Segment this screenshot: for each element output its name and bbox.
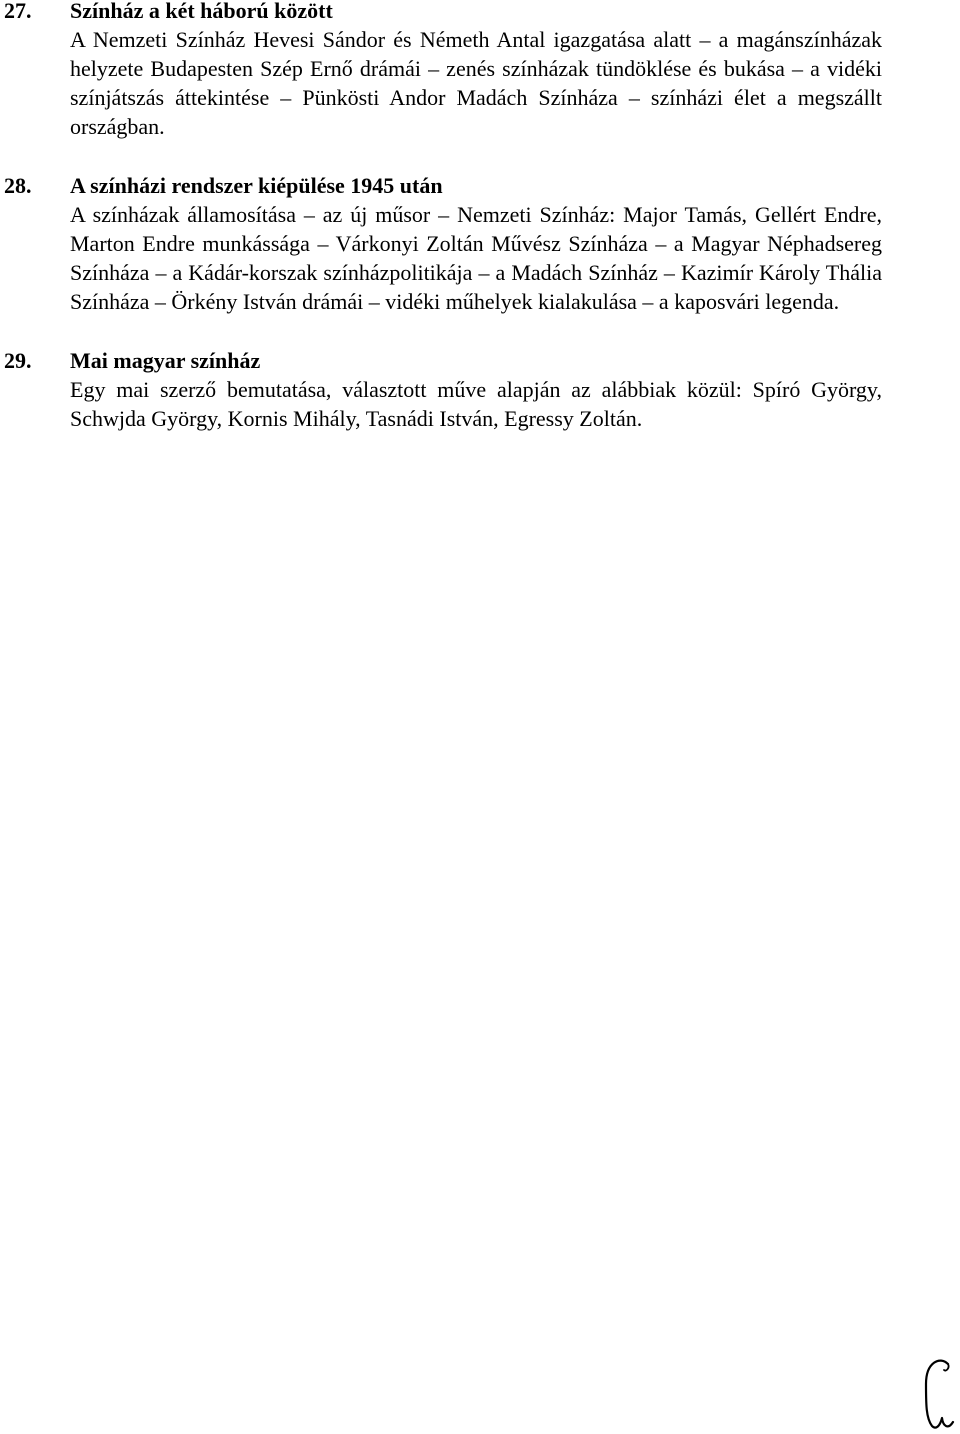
section-title: Színház a két háború között	[70, 0, 333, 23]
section-number: 28.	[4, 173, 32, 198]
section-title: Mai magyar színház	[70, 348, 261, 373]
handwritten-initial-icon	[920, 1356, 956, 1432]
section-number: 29.	[4, 348, 32, 373]
section-body: A színházak államosítása – az új műsor – Nemzeti Színház: Major Tamás, Gellért Endre, Marton Endre munkássága – Várkonyi Zoltán Művész Színháza – a Magyar Néphadsereg Színháza – a Kádár-korszak színházpolitikája – a Madách Színház – Kazimír Károly Thália Színháza – Örkény István drámái – vidéki műhelyek kialakulása – a kaposvári legenda.	[70, 202, 882, 314]
section-body: A Nemzeti Színház Hevesi Sándor és Németh Antal igazgatása alatt – a magánszínházak helyzete Budapesten Szép Ernő drámái – zenés színházak tündöklése és bukása – a vidéki színjátszás áttekintése – Pünkösti Andor Madách Színháza – színházi élet a megszállt országban.	[70, 27, 882, 139]
document-page	[0, 0, 960, 463]
section-title: A színházi rendszer kiépülése 1945 után	[70, 173, 443, 198]
section-number: 27.	[4, 0, 32, 23]
section-27	[0, 0, 960, 141]
section-29	[0, 346, 960, 433]
section-body: Egy mai szerző bemutatása, választott műve alapján az alábbiak közül: Spíró György, Schwjda György, Kornis Mihály, Tasnádi István, Egressy Zoltán.	[70, 377, 882, 431]
section-28	[0, 171, 960, 316]
